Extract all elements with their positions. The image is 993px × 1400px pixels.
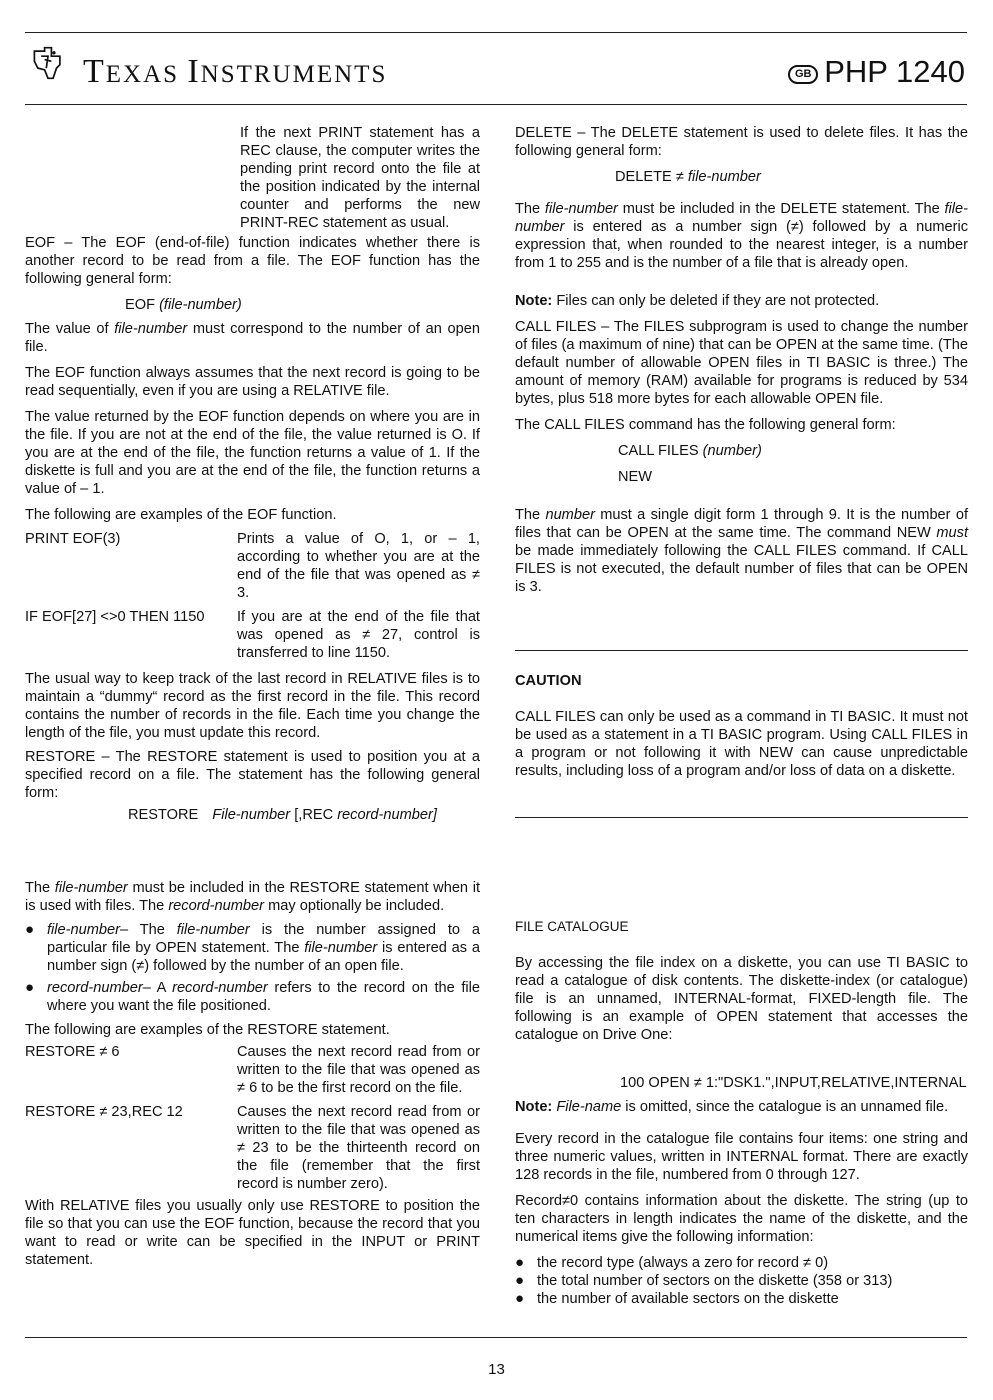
header-top-rule [25,32,967,33]
bullet-icon: ● [25,979,35,996]
number-paragraph: The number must a single digit form 1 through 9. It is the number of files that can be OPEN at the same time. The command NEW must be made immediately following the CALL FILES command. If CALL FILES is not executed, the default number of files that can be OPEN is 3. [515,507,968,595]
eof-returned-paragraph: The value returned by the EOF function depends on where you are in the file. If you are not at the end of the file, the value returned is O. If you are at the end of the file, the function returns a value of 1. If the diskette is full and you are at the end of the file, the function returns a value of – 1. [25,409,480,497]
bullet-item [515,1254,968,1272]
open-code-line: 100 OPEN ≠ 1:"DSK1.",INPUT,RELATIVE,INTERNAL [620,1075,967,1091]
call-files-form: CALL FILES (number) [618,443,762,459]
gb-badge: GB [788,65,818,84]
call-files-form-intro: The CALL FILES command has the following general form: [515,417,896,433]
file-catalogue-heading: FILE CATALOGUE [515,919,629,934]
example-desc: Prints a value of O, 1, or – 1, according to whether you are at the end of the file that was opened as ≠ 3. [237,531,480,601]
right-column-bottom [515,918,968,1308]
bullet-icon: ● [515,1272,525,1289]
caution-top-rule [515,650,968,651]
product-name: GB PHP 1240 [788,54,965,90]
footer-rule [25,1337,967,1338]
restore-must-paragraph: The file-number must be included in the RESTORE statement when it is used with files. The record-number may optionally be included. [25,880,480,914]
example-desc: If you are at the end of the file that was opened as ≠ 27, control is transferred to line 1150. [237,609,480,661]
eof-example-row [25,530,480,602]
record0-paragraph: Record≠0 contains information about the diskette. The string (up to ten characters in length indicates the name of the diskette, and the numerical items give the following information: [515,1193,968,1245]
bullet-text: the record type (always a zero for record ≠ 0) [537,1255,829,1271]
left-column-top [25,124,480,824]
eof-examples-intro: The following are examples of the EOF function. [25,507,337,523]
page-number: 13 [488,1361,505,1378]
eof-value-paragraph: The value of file-number must correspond to the number of an open file. [25,321,480,355]
eof-form: EOF (file-number) [125,297,242,313]
example-code: RESTORE ≠ 23,REC 12 [25,1104,183,1120]
example-desc: Causes the next record read from or written to the file that was opened as ≠ 6 to be the first record on the file. [237,1044,480,1096]
restore-intro: RESTORE – The RESTORE statement is used to position you at a specified record on a file. The statement has the following general form: [25,749,480,801]
caution-bottom-rule [515,817,968,818]
print-rec-paragraph: If the next PRINT statement has a REC clause, the computer writes the pending print record onto the file at the position indicated by the internal counter and performs the new PRINT-REC statement as usual. [240,125,480,231]
relative-paragraph: With RELATIVE files you usually only use RESTORE to position the file so that you can use the EOF function, because the record that you want to read or write can be specified in the INPUT or PRINT statement. [25,1198,480,1268]
restore-examples-intro: The following are examples of the RESTORE statement. [25,1022,390,1038]
bullet-icon: ● [515,1290,525,1307]
right-column-top [515,124,968,596]
bullet-icon: ● [25,921,35,938]
eof-sequential-paragraph: The EOF function always assumes that the next record is going to be read sequentially, even if you are using a RELATIVE file. [25,365,480,399]
new-form: NEW [618,469,653,485]
brand-name: TEXAS INSTRUMENTS [83,53,388,90]
bullet-item [515,1290,968,1308]
left-column-bottom [25,879,480,1269]
bullet-text: record-number– A record-number refers to the record on the file where you want the file positioned. [47,980,480,1014]
caution-text: CALL FILES can only be used as a command in TI BASIC. It must not be used as a statement in a TI BASIC program. Using CALL FILES in a program or not following it with NEW can cause unpredictable results, including loss of a program and/or loss of data on a diskette. [515,709,968,779]
eof-example-row [25,608,480,662]
page-header [25,40,967,100]
caution-title: CAUTION [515,673,582,689]
usual-way-paragraph: The usual way to keep track of the last record in RELATIVE files is to maintain a “dummy“ record as the first record in the file. This record contains the number of records in the file. Each time you change the length of the file, you must update this record. [25,671,480,741]
bullet-text: the total number of sectors on the diskette (358 or 313) [537,1273,893,1289]
every-record-paragraph: Every record in the catalogue file contains four items: one string and three numeric values, written in INTERNAL format. There are exactly 128 records in the file, numbered from 0 through 127. [515,1131,968,1183]
bullet-text: file-number– The file-number is the number assigned to a particular file by OPEN statement. The file-number is entered as a number sign (≠) followed by the number of an open file. [47,922,481,974]
example-code: RESTORE ≠ 6 [25,1044,120,1060]
catalogue-note: Note: File-name is omitted, since the catalogue is an unnamed file. [515,1099,949,1115]
example-code: PRINT EOF(3) [25,531,121,547]
delete-intro: DELETE – The DELETE statement is used to delete files. It has the following general form: [515,125,968,159]
ti-logo-icon [31,46,65,80]
bullet-item [515,1272,968,1290]
delete-form: DELETE ≠ file-number [615,169,761,185]
bullet-item [25,921,480,975]
eof-intro: EOF – The EOF (end-of-file) function indicates whether there is another record to be read from a file. The EOF function has the following general form: [25,235,480,287]
accessing-paragraph: By accessing the file index on a diskette, you can use TI BASIC to read a catalogue of disk contents. The diskette-index (or catalogue) file is an unnamed, INTERNAL-format, FIXED-length file. The following is an example of OPEN statement that accesses the catalogue on Drive One: [515,955,968,1043]
example-desc: Causes the next record read from or written to the file that was opened as ≠ 23 to be the thirteenth record on the file (remember that the first record is number zero). [237,1104,480,1192]
call-files-paragraph: CALL FILES – The FILES subprogram is used to change the number of files (a maximum of nine) that can be OPEN at the same time. (The default number of allowable OPEN files in TI BASIC is three.) The amount of memory (RAM) available for programs is reduced by 534 bytes, plus 518 more bytes for each allowable OPEN file. [515,319,968,407]
header-bottom-rule [25,104,967,105]
restore-example-row [25,1103,480,1193]
restore-form: RESTORE File-number [,REC record-number] [128,807,437,823]
delete-note: Note: Files can only be deleted if they are not protected. [515,293,880,309]
restore-example-row [25,1043,480,1097]
bullet-text: the number of available sectors on the diskette [537,1291,839,1307]
delete-file-number-paragraph: The file-number must be included in the DELETE statement. The file-number is entered as a number sign (≠) followed by a numeric expression that, when rounded to the nearest integer, is a number from 1 to 255 and is the number of a file that is already open. [515,201,969,271]
example-code: IF EOF[27] <>0 THEN 1150 [25,609,205,625]
bullet-icon: ● [515,1254,525,1271]
bullet-item [25,979,480,1015]
